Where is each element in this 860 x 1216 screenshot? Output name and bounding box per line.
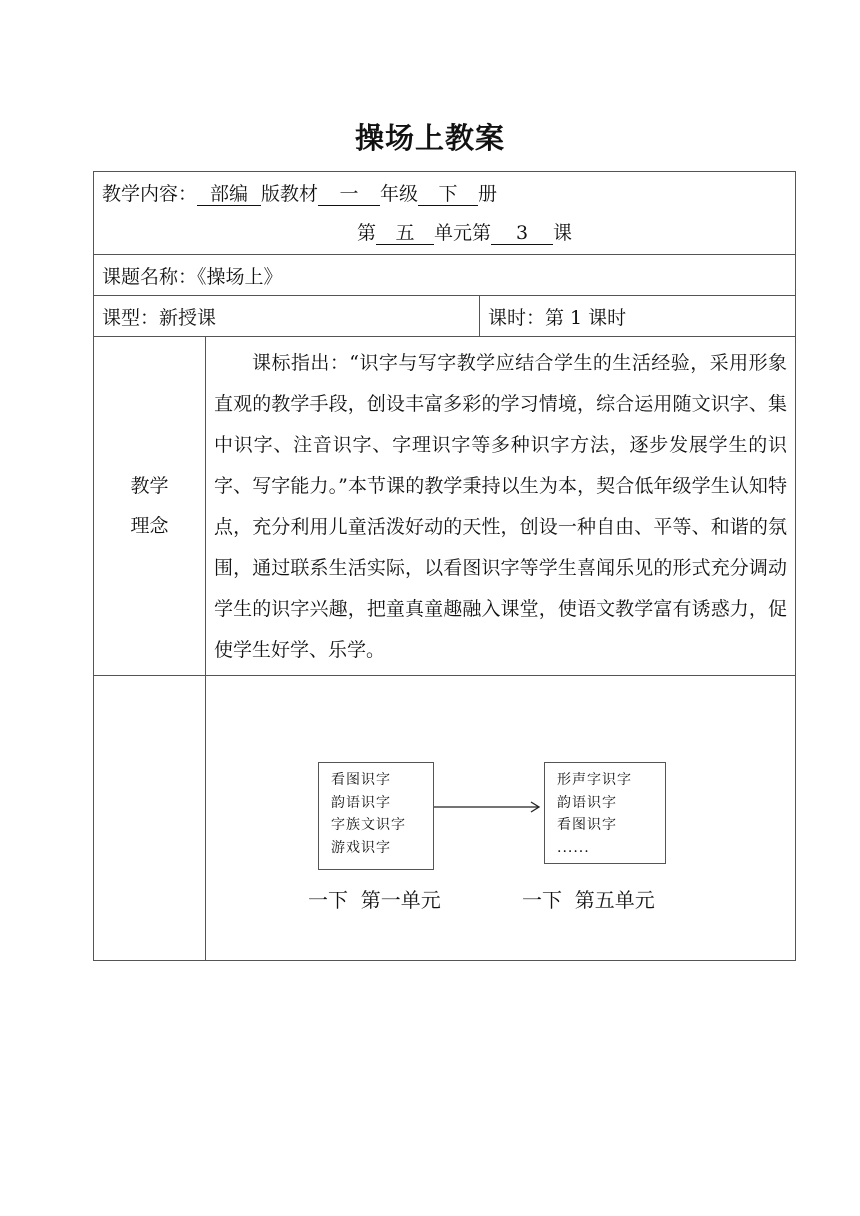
lesson-title-cell (94, 255, 796, 296)
unit-suffix: 单元第 (434, 222, 492, 244)
lesson-type-row (94, 296, 796, 337)
period-cell (480, 296, 796, 337)
literacy-method-diagram (206, 676, 780, 960)
content-label: 教学内容： (102, 183, 198, 205)
unit5-method: 韵语识字 (557, 794, 617, 811)
content-row (94, 172, 796, 255)
lesson-suffix: 课 (553, 222, 573, 244)
unit1-methods-box (318, 762, 434, 870)
unit-value: 五 (376, 222, 434, 245)
teaching-idea-row (94, 337, 796, 676)
unit1-method: 韵语识字 (331, 794, 391, 811)
unit-prefix: 第 (356, 222, 376, 244)
lesson-type-value: 新授课 (159, 306, 217, 329)
diagram-row (94, 676, 796, 961)
teaching-idea-label (94, 337, 206, 676)
diagram-cell (206, 676, 796, 961)
unit5-method: 形声字识字 (557, 772, 632, 788)
page-title: 操场上教案 (354, 121, 505, 155)
volume-value: 下 (418, 183, 478, 206)
unit5-method: ...... (557, 839, 590, 856)
teaching-idea-cell (206, 337, 796, 676)
teaching-idea-label-line1: 教学 (130, 475, 169, 497)
unit5-methods-box (544, 762, 666, 864)
lesson-type-label: 课型： (102, 306, 160, 329)
lesson-title-label: 课题名称： (102, 265, 198, 288)
grade-value: 一 (318, 183, 380, 206)
unit5-method: 看图识字 (557, 817, 617, 833)
unit5-caption: 一下 第五单元 (522, 888, 655, 912)
textbook-suffix: 版教材 (261, 183, 319, 205)
unit1-method: 看图识字 (331, 772, 391, 788)
volume-suffix: 册 (478, 183, 498, 205)
diagram-label-cell (94, 676, 206, 961)
unit1-caption: 一下 第一单元 (308, 888, 441, 912)
teaching-idea-label-line2: 理念 (130, 515, 169, 537)
lesson-type-cell (94, 296, 480, 337)
unit1-method: 游戏识字 (331, 839, 391, 856)
period-value: 第 1 课时 (545, 306, 627, 329)
lesson-number: 3 (491, 222, 553, 245)
teaching-idea-text: 课标指出：“识字与写字教学应结合学生的生活经验，采用形象直观的教学手段，创设丰富多彩的学习情境，综合运用随文识字、集中识字、注音识字、字理识字等多种识字方法，逐步发展学生的识字、写字能力。”本节课的教学秉持以生为本，契合低年级学生认知特点，充分利用儿童活泼好动的天性，创设一种自由、平等、和谐的氛围，通过联系生活实际，以看图识字等学生喜闻乐见的形式充分调动学生的识字兴趣，把童真童趣融入课堂，使语文教学富有诱惑力，促使学生好学、乐学。 (214, 352, 788, 661)
lesson-title-row (94, 255, 796, 296)
arrow-right-icon (434, 800, 546, 814)
content-cell (94, 172, 796, 255)
grade-suffix: 年级 (380, 183, 419, 205)
lesson-title-value: 《操场上》 (197, 265, 283, 288)
period-label: 课时： (488, 306, 546, 329)
textbook-value: 部编 (197, 183, 261, 206)
lesson-plan-table (93, 171, 796, 961)
unit1-method: 字族文识字 (331, 817, 406, 833)
